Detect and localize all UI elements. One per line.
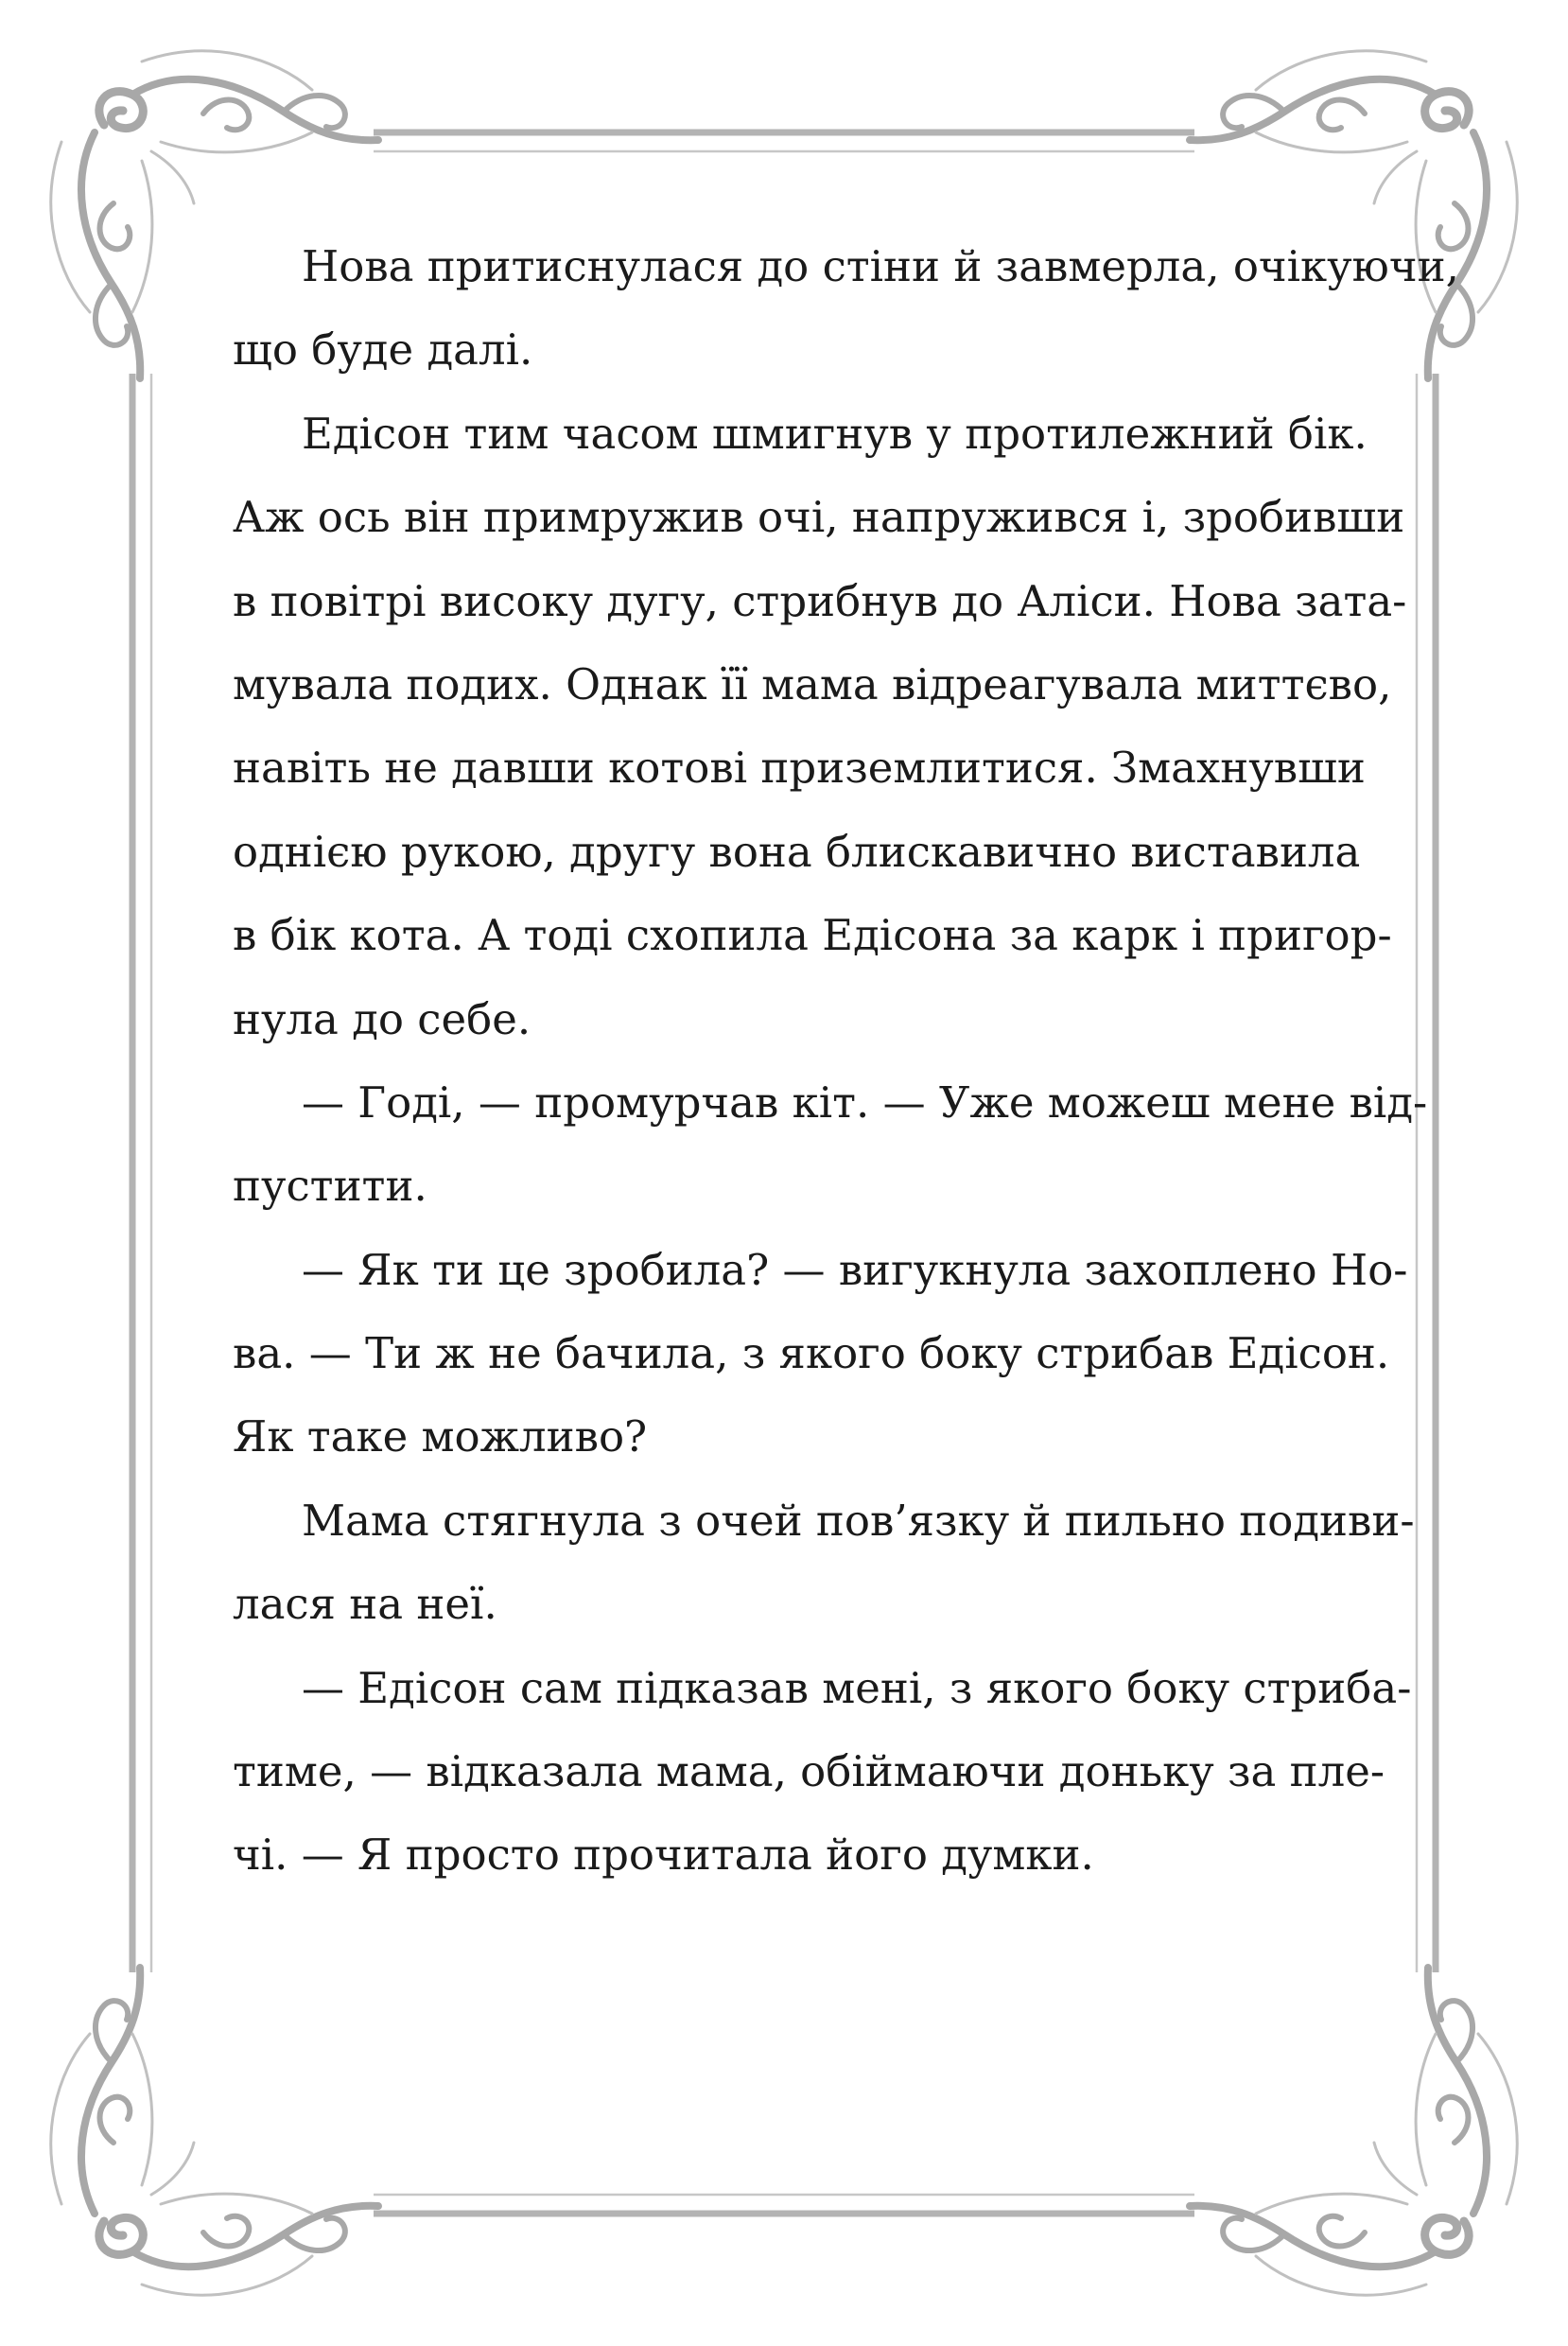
text-line: мувала подих. Однак її мама відреагувала миттєво, [233, 658, 1392, 709]
text-line: тиме, — відказала мама, обіймаючи доньку за пле- [233, 1746, 1385, 1797]
text-line: ва. — Ти ж не бачила, з якого боку стрибав Едісон. [233, 1328, 1390, 1379]
text-line: нула до себе. [233, 993, 531, 1044]
text-line: Як таке можливо? [233, 1411, 648, 1462]
text-line: пустити. [233, 1161, 427, 1212]
text-line: Едісон тим часом шмигнув у протилежний бік. [302, 408, 1368, 459]
text-line: Аж ось він примружив очі, напружився і, зробивши [233, 492, 1405, 543]
corner-ornament-bottom-left [51, 1968, 378, 2295]
text-line: в бік кота. А тоді схопила Едісона за карк і пригор- [233, 910, 1392, 961]
text-line: в повітрі високу дугу, стрибнув до Аліси. Нова зата- [233, 575, 1407, 626]
text-line: — Едісон сам підказав мені, з якого боку стриба- [302, 1662, 1412, 1713]
text-line: однією рукою, другу вона блискавично виставила [233, 826, 1361, 877]
text-line: чі. — Я просто прочитала його думки. [233, 1830, 1094, 1881]
text-line: навіть не давши котові приземлитися. Змахнувши [233, 743, 1366, 794]
text-line: лася на неї. [233, 1579, 497, 1630]
text-line: — Як ти це зробила? — вигукнула захоплено Но- [302, 1244, 1408, 1295]
text-line: Мама стягнула з очей пов’язку й пильно подиви- [302, 1495, 1415, 1546]
text-line: що буде далі. [233, 324, 533, 376]
page-body-text [233, 225, 1459, 1898]
text-line: Нова притиснулася до стіни й завмерла, очікуючи, [302, 241, 1459, 291]
corner-ornament-bottom-right [1190, 1968, 1517, 2295]
text-line: — Годі, — промурчав кіт. — Уже можеш мене від- [302, 1077, 1428, 1128]
